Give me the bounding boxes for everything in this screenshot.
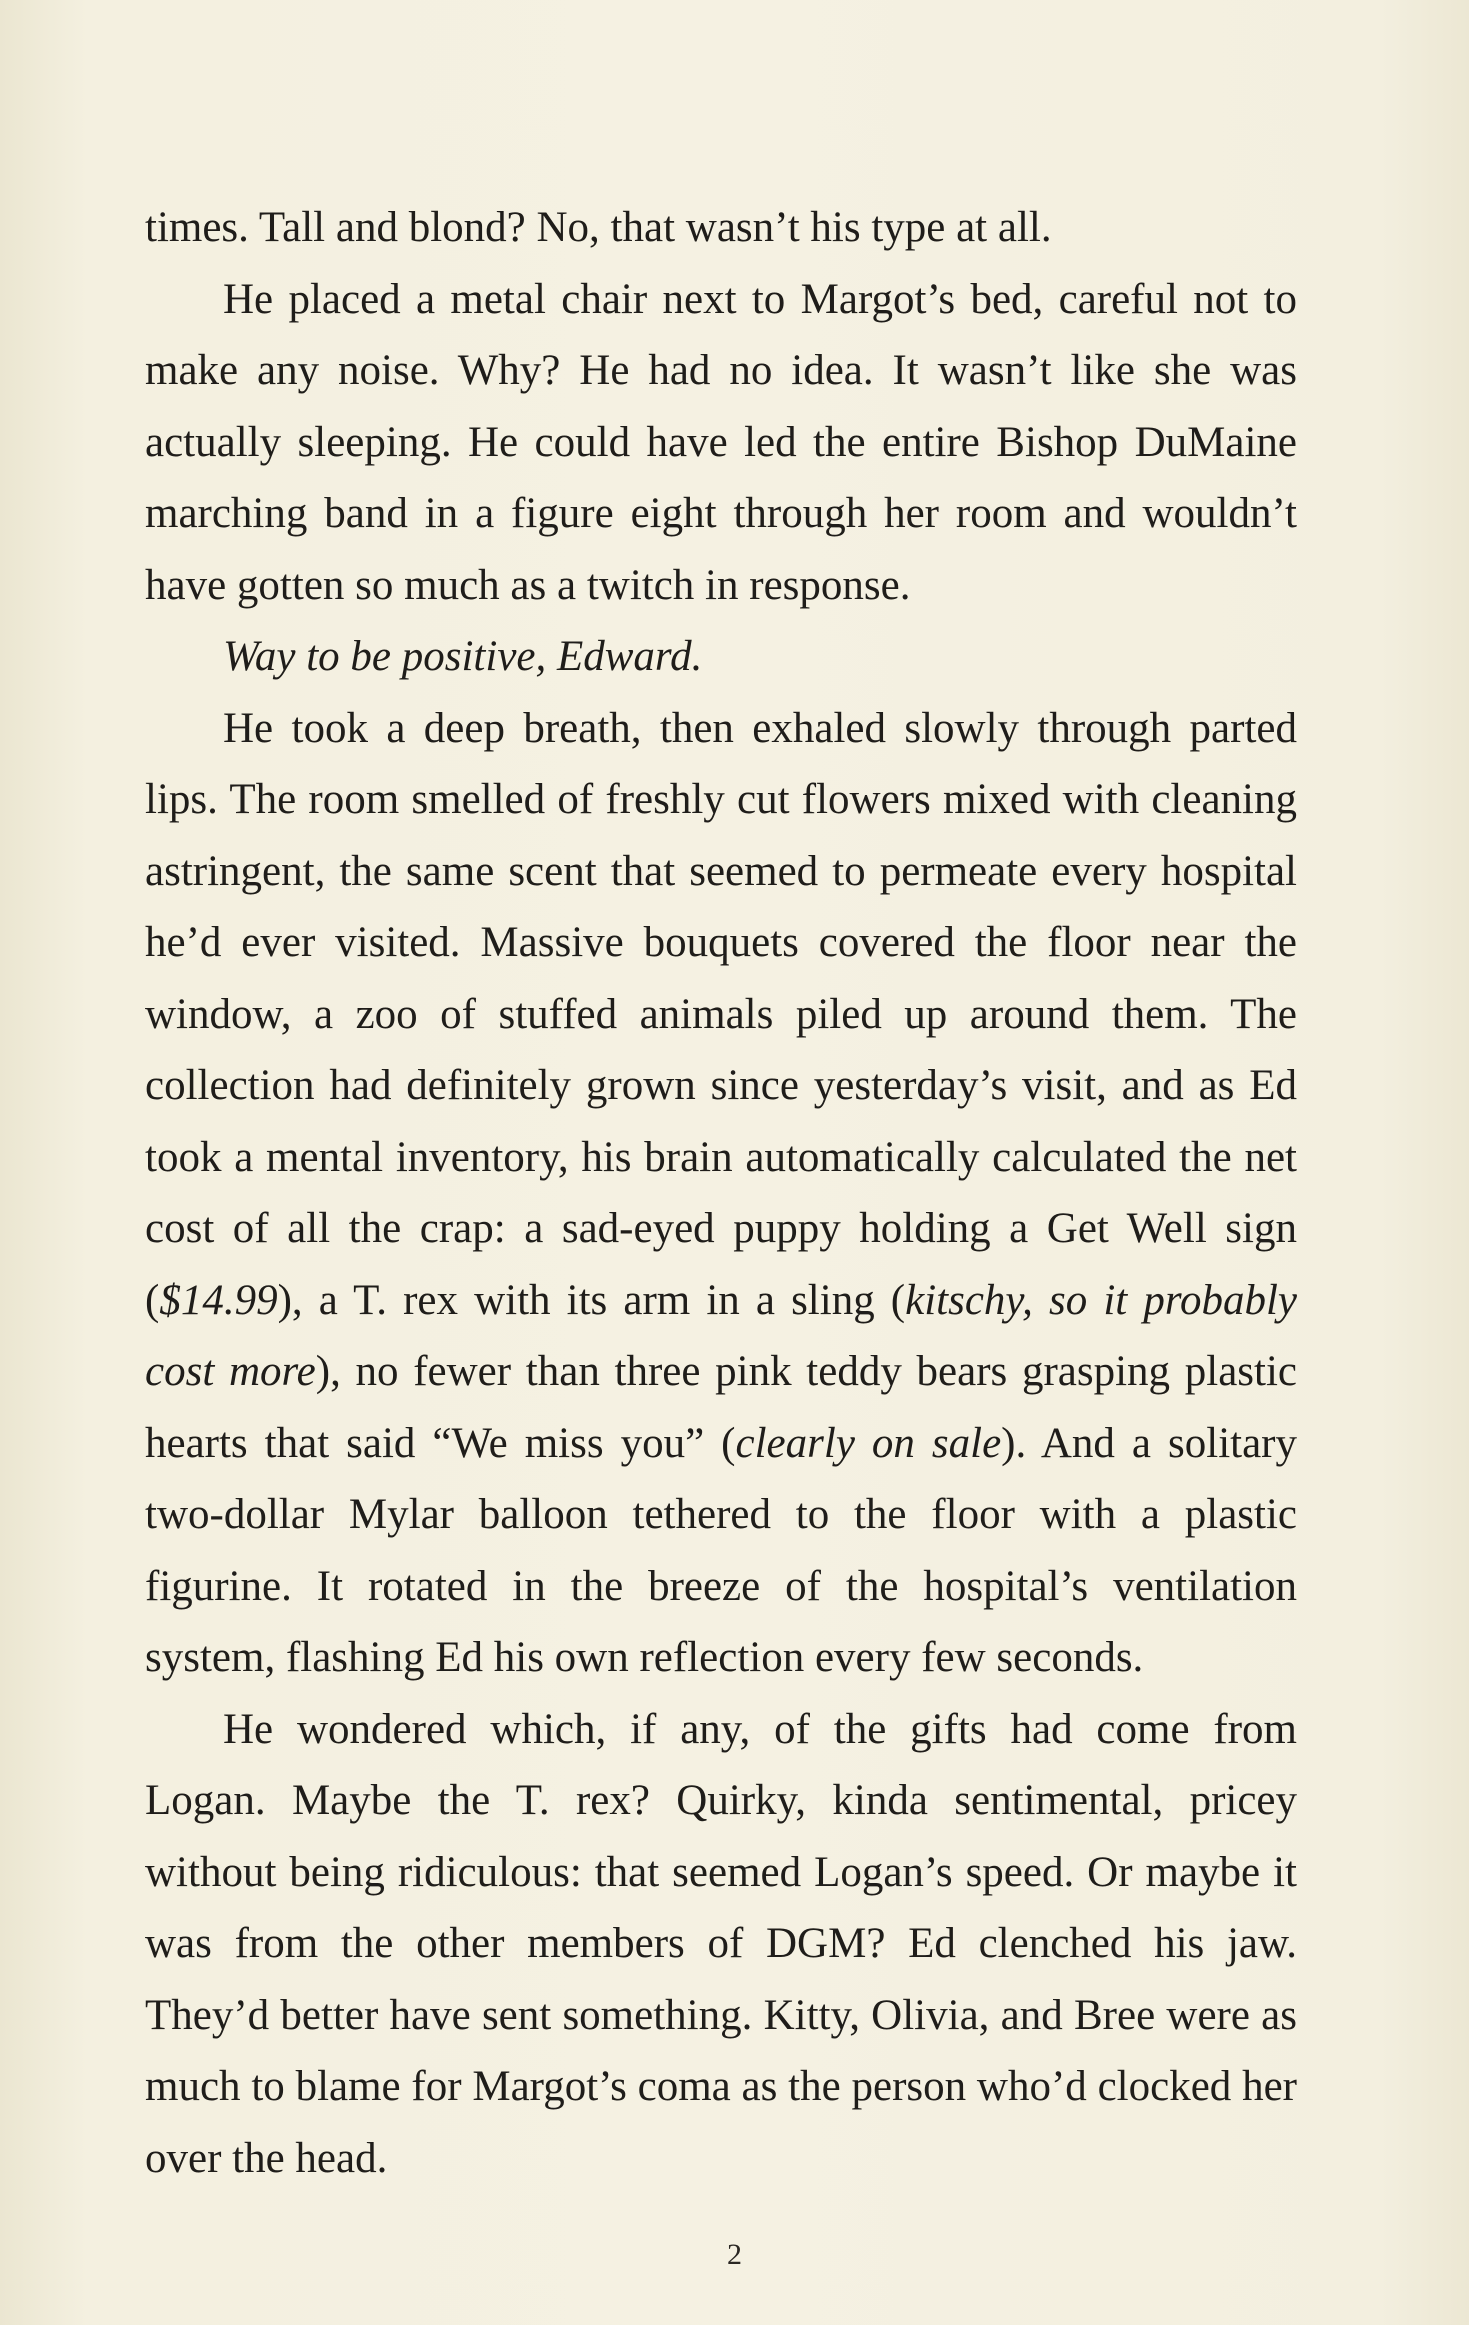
- text-segment: ). And a solitary two-dollar Mylar balloon tethered to the floor with a plastic figurine. It rotated in the breeze of the hospital’s ventilation system, flashing Ed his own reflection every few seconds.: [145, 1419, 1297, 1681]
- page-number: 2: [727, 2238, 742, 2271]
- paragraph-metal-chair: He placed a metal chair next to Margot’s bed, careful not to make any noise. Why? He had no idea. It wasn’t like she was actually sleeping. He could have led the entire Bishop DuMaine marching band in a figure eight through her room and wouldn’t have gotten so much as a twitch in response.: [145, 275, 1297, 609]
- body-text: [145, 192, 1297, 2194]
- price-note: clearly on sale: [735, 1419, 1002, 1467]
- paragraph-continuation: times. Tall and blond? No, that wasn’t his type at all.: [145, 204, 1052, 251]
- text-segment: He took a deep breath, then exhaled slowly through parted lips. The room smelled of freshly cut flowers mixed with cleaning astringent, the same scent that seemed to permeate every hospital he’d ever visited. Massive bouquets covered the floor near the window, a zoo of stuffed animals piled up around them. The collection had definitely grown since yesterday’s visit, and as Ed took a mental inventory, his brain automatically calculated the net cost of all the crap: a sad-eyed puppy holding a Get Well sign (: [145, 704, 1297, 1324]
- paragraph-inner-thought: Way to be positive, Edward.: [223, 633, 703, 680]
- paragraph-hospital-room: [145, 693, 1297, 1694]
- price-note: kitschy, so it probably cost more: [145, 1276, 1297, 1395]
- text-segment: ), a T. rex with its arm in a sling (: [277, 1276, 906, 1324]
- text-segment: ), no fewer than three pink teddy bears grasping plastic hearts that said “We miss you” (: [145, 1348, 1297, 1467]
- paragraph-gifts-logan: He wondered which, if any, of the gifts had come from Logan. Maybe the T. rex? Quirky, kinda sentimental, pricey without being ridiculous: that seemed Logan’s speed. Or maybe it was from the other members of DGM? Ed clenched his jaw. They’d better have sent something. Kitty, Olivia, and Bree were as much to blame for Margot’s coma as the person who’d clocked her over the head.: [145, 1705, 1297, 2182]
- price-note: $14.99: [159, 1276, 278, 1324]
